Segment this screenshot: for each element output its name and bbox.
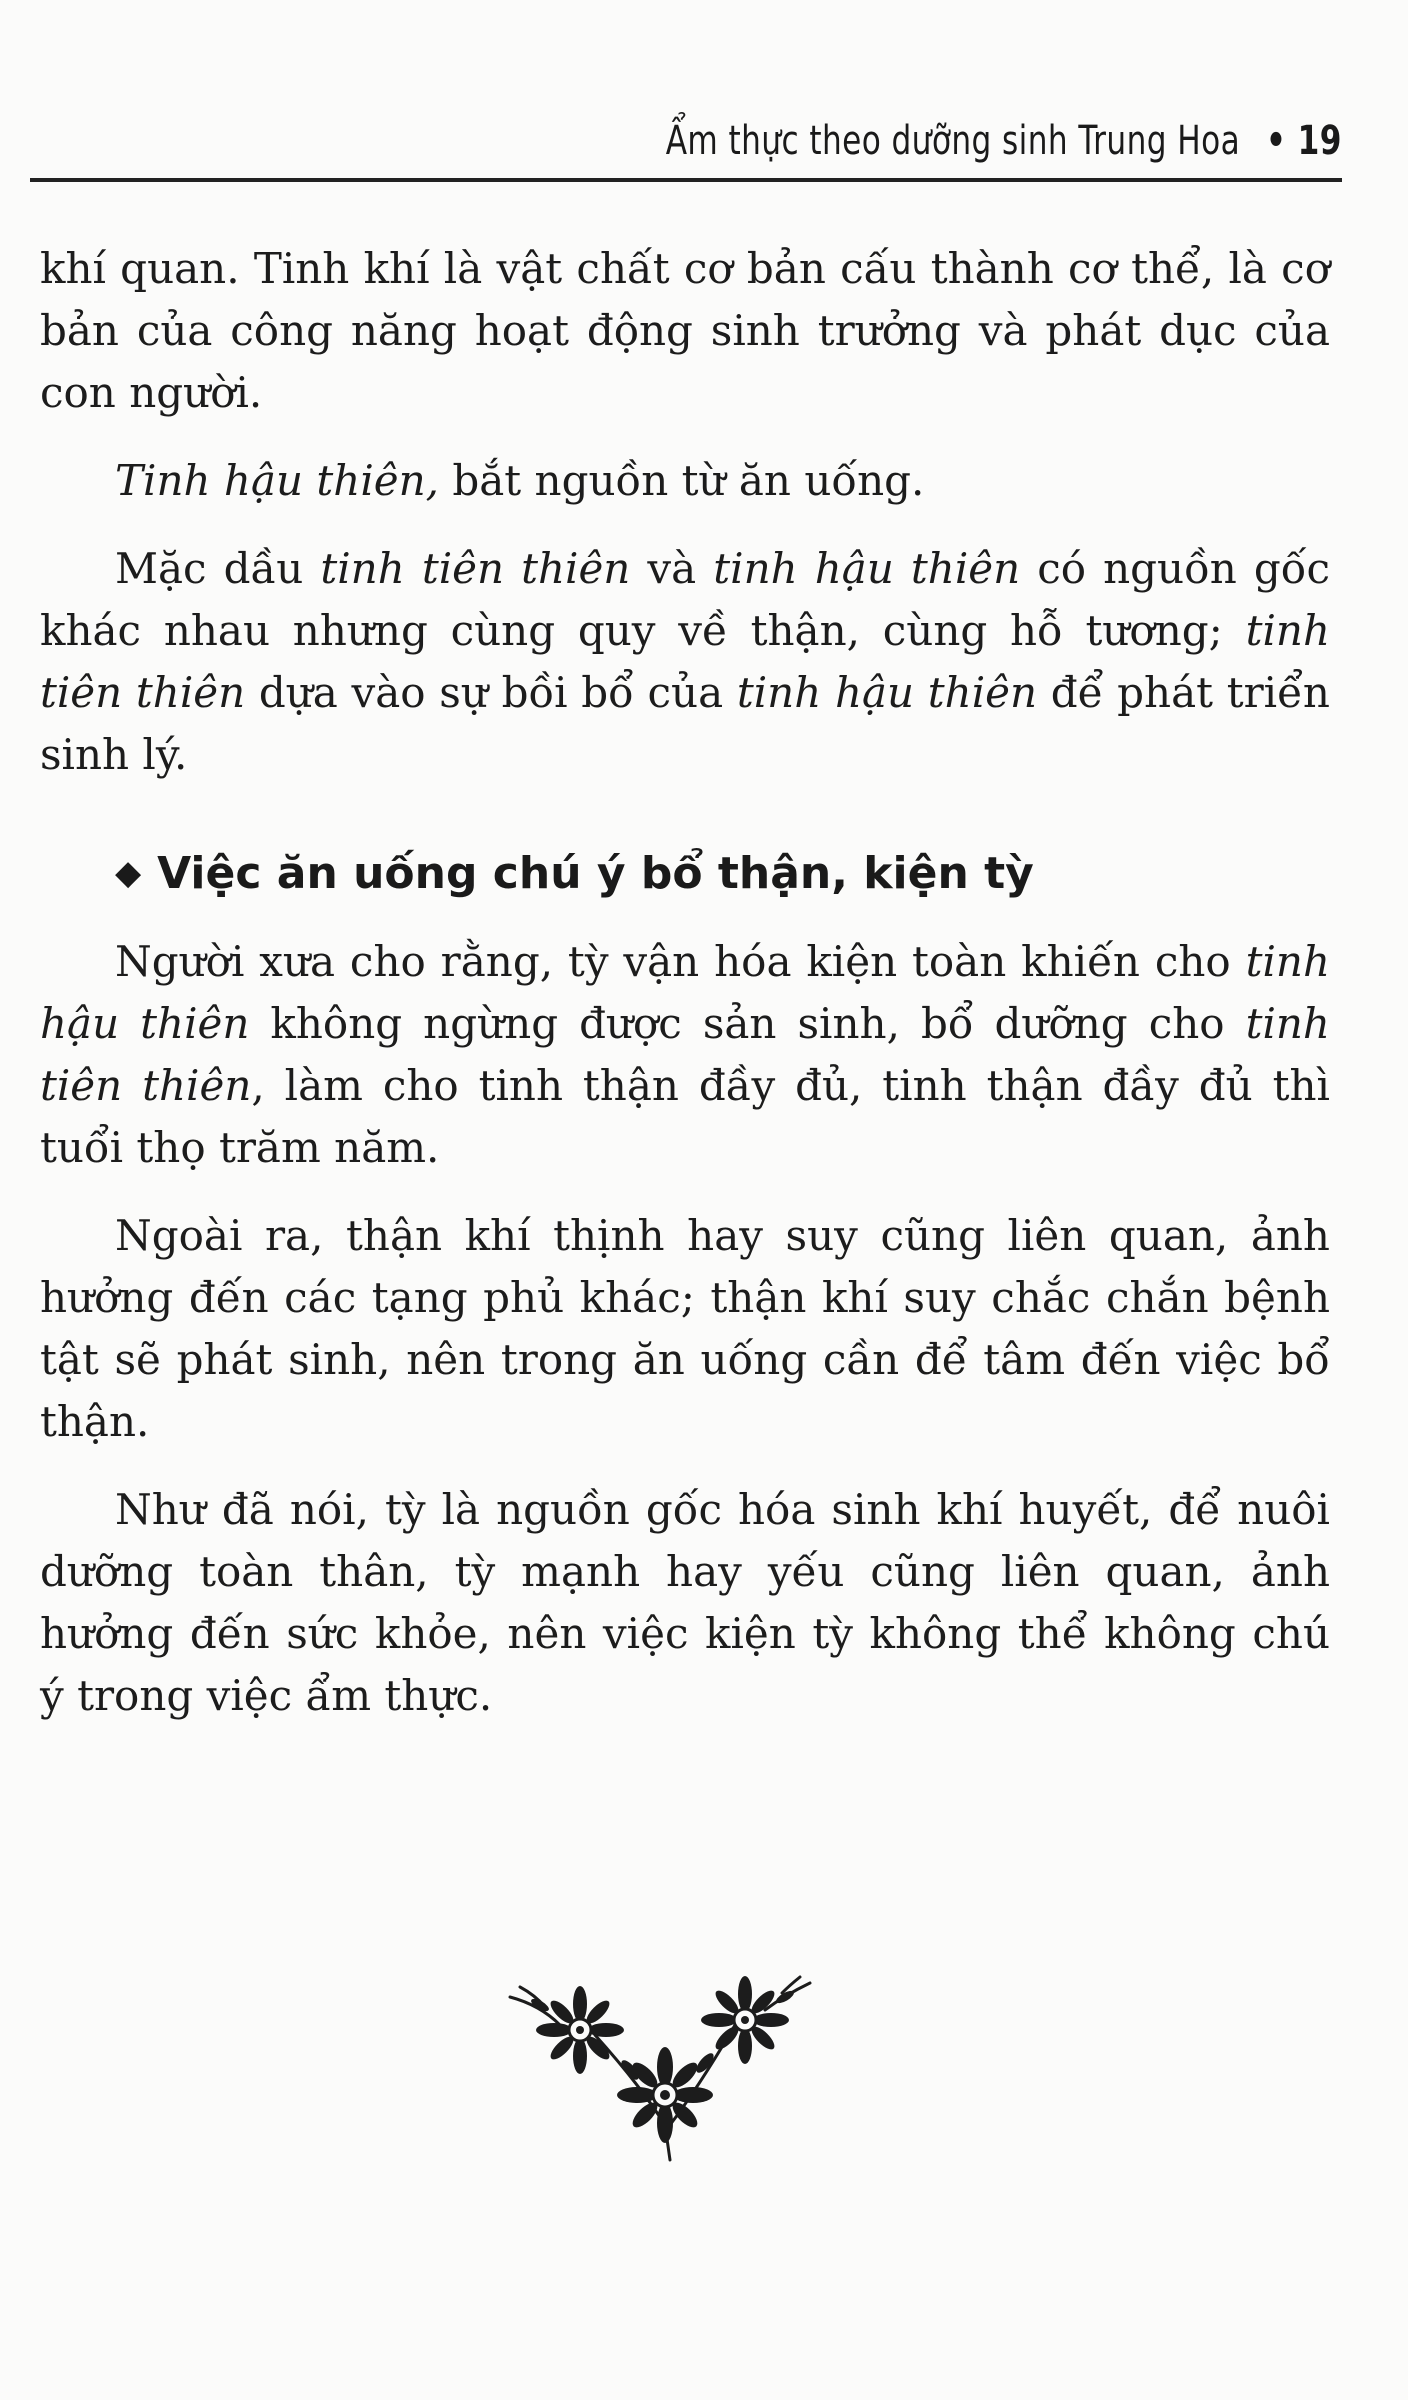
paragraph2-italic1: Tinh hậu thiên, xyxy=(115,456,440,505)
paragraph3-text1: Mặc dầu xyxy=(115,544,321,593)
page-number-group xyxy=(1266,118,1342,164)
paragraph3-text2: và xyxy=(630,544,714,593)
floral-ornament-icon xyxy=(500,1975,820,2165)
paragraph3-text5: để phát triển sinh lý. xyxy=(40,668,1330,779)
paragraph4-text1: Người xưa cho rằng, tỳ vận hóa kiện toàn khiến cho xyxy=(115,937,1246,986)
body-text xyxy=(40,238,1330,1753)
paragraph-tinh-hau-thien xyxy=(40,450,1330,512)
paragraph3-text4: dựa vào sự bồi bổ của xyxy=(245,668,737,717)
paragraph-nhu-da-noi xyxy=(40,1479,1330,1727)
diamond-bullet-icon: ◆ xyxy=(115,853,142,893)
paragraph-mac-dau xyxy=(40,538,1330,786)
paragraph3-italic2: tinh hậu thiên xyxy=(713,544,1021,593)
paragraph-ngoai-ra xyxy=(40,1205,1330,1453)
paragraph3-italic4: tinh hậu thiên xyxy=(736,668,1038,717)
section-heading-text: Việc ăn uống chú ý bổ thận, kiện tỳ xyxy=(157,848,1034,899)
paragraph3-italic3: tinh tiên thiên xyxy=(40,606,1330,717)
header-separator: • xyxy=(1266,118,1287,164)
section-heading xyxy=(115,842,1330,905)
paragraph4-text3: , làm cho tinh thận đầy đủ, tinh thận đầy đủ thì tuổi thọ trăm năm. xyxy=(40,1061,1330,1172)
header-rule xyxy=(30,178,1342,182)
paragraph2-text1: bắt nguồn từ ăn uống. xyxy=(439,456,925,505)
paragraph-nguoi-xua xyxy=(40,931,1330,1179)
page-number: 19 xyxy=(1297,118,1342,164)
paragraph3-italic1: tinh tiên thiên xyxy=(320,544,631,593)
paragraph4-italic2: tinh tiên thiên xyxy=(40,999,1330,1110)
paragraph5-text: Ngoài ra, thận khí thịnh hay suy cũng liên quan, ảnh hưởng đến các tạng phủ khác; thận khí suy chắc chắn bệnh tật sẽ phát sinh, nên trong ăn uống cần để tâm đến việc bổ thận. xyxy=(40,1211,1330,1446)
page-header xyxy=(30,118,1342,196)
paragraph4-text2: không ngừng được sản sinh, bổ dưỡng cho xyxy=(249,999,1246,1048)
running-title: Ẩm thực theo dưỡng sinh Trung Hoa xyxy=(665,118,1241,164)
paragraph4-italic1: tinh hậu thiên xyxy=(40,937,1330,1048)
paragraph3-text3: có nguồn gốc khác nhau nhưng cùng quy về thận, cùng hỗ tương; xyxy=(40,544,1331,655)
paragraph-continued xyxy=(40,238,1330,424)
paragraph1-text: khí quan. Tinh khí là vật chất cơ bản cấu thành cơ thể, là cơ bản của công năng hoạt động sinh trưởng và phát dục của con người. xyxy=(40,244,1330,417)
paragraph6-text: Như đã nói, tỳ là nguồn gốc hóa sinh khí huyết, để nuôi dưỡng toàn thân, tỳ mạnh hay yếu cũng liên quan, ảnh hưởng đến sức khỏe, nên việc kiện tỳ không thể không chú ý trong việc ẩm thực. xyxy=(40,1485,1330,1720)
running-head xyxy=(666,118,1342,164)
